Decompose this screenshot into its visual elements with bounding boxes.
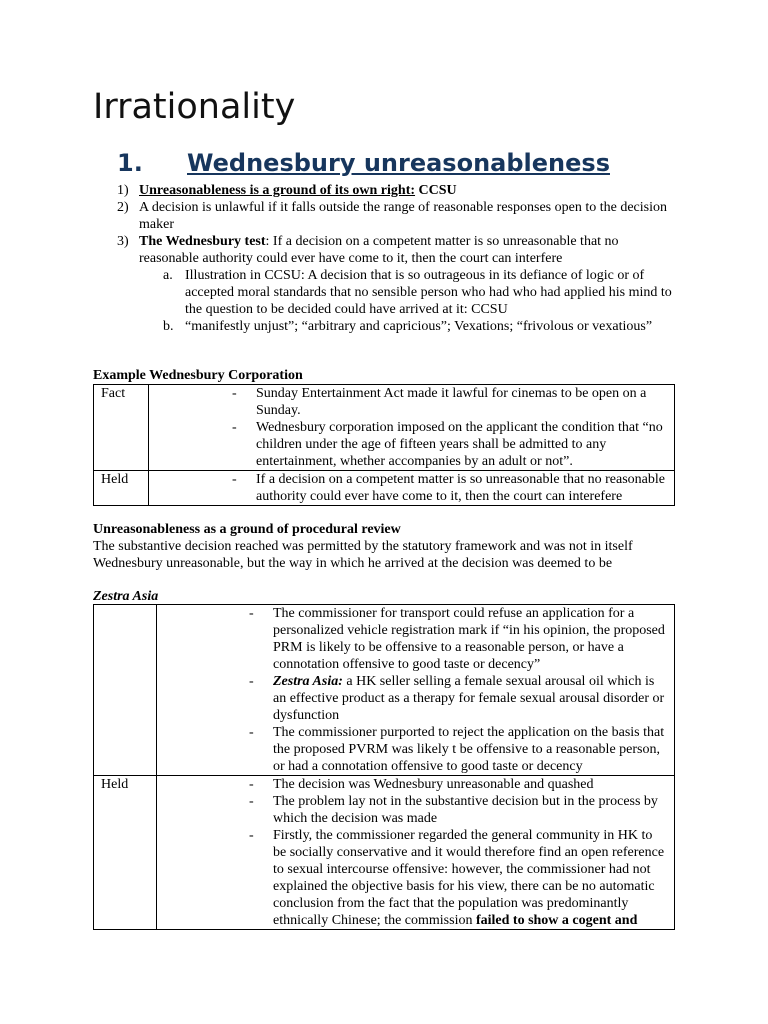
row-label: Held xyxy=(94,776,157,930)
item-text: The commissioner purported to reject the application on the basis that the proposed PVRM was likely t be offensive to a reasonable person, or had a connotation offensive to good taste or decency xyxy=(273,725,665,774)
list-item xyxy=(249,793,668,827)
list-item xyxy=(249,776,668,793)
table-row xyxy=(94,605,675,776)
point-bold: The Wednesbury test xyxy=(139,234,266,249)
list-marker: a. xyxy=(163,268,173,283)
point-bold: CCSU xyxy=(415,183,457,198)
row-content xyxy=(149,471,675,506)
list-item xyxy=(0,199,679,233)
point-text: A decision is unlawful if it falls outside the range of reasonable responses open to the decision maker xyxy=(139,200,667,232)
dash-marker: - xyxy=(249,777,254,792)
list-item xyxy=(232,385,670,419)
list-item xyxy=(0,233,679,335)
sub-list xyxy=(139,267,679,335)
point-text: : If a decision on a competent matter is so unreasonable that no reasonable authority could ever have come to it, then the court can interfere xyxy=(139,234,619,266)
dash-marker: - xyxy=(232,420,237,435)
table-row xyxy=(94,471,675,506)
list-marker: b. xyxy=(163,319,174,334)
list-marker: 2) xyxy=(117,200,129,215)
row-content xyxy=(149,385,675,471)
dash-marker: - xyxy=(249,725,254,740)
item-text: Firstly, the commissioner regarded the general community in HK to be socially conservative and it would therefore find an open reference to sexual intercourse offensive: however, the commissioner had not explained the objective basis for his view, there can be no automatic conclusion from the fact that the population was predominantly ethnically Chinese; the commission xyxy=(273,828,665,928)
list-item xyxy=(249,724,668,775)
points-list xyxy=(0,182,768,335)
list-item xyxy=(139,318,679,335)
item-text: a HK seller selling a female sexual arousal oil which is an effective product as a therapy for female sexual arousal disorder or dysfunction xyxy=(273,674,665,723)
dash-marker: - xyxy=(249,794,254,809)
section-number: 1. xyxy=(117,149,143,177)
procedural-heading: Unreasonableness as a ground of procedural review xyxy=(93,522,401,537)
row-content xyxy=(157,776,675,930)
bullet-list xyxy=(249,605,668,775)
page-title: Irrationality xyxy=(93,87,296,127)
item-text: The commissioner for transport could refuse an application for a personalized vehicle registration mark if “in his opinion, the proposed PRM is likely to be offensive to a reasonable person, or have a connotation offensive to good taste or decency” xyxy=(273,606,665,672)
section-heading xyxy=(117,146,610,180)
list-item xyxy=(232,471,670,505)
list-item xyxy=(249,827,668,929)
example-heading: Example Wednesbury Corporation xyxy=(93,368,303,383)
row-content xyxy=(157,605,675,776)
bullet-list xyxy=(249,776,668,929)
procedural-text: The substantive decision reached was permitted by the statutory framework and was not in itself Wednesbury unreasonable, but the way in which he arrived at the decision was deemed to be xyxy=(93,539,633,571)
dash-marker: - xyxy=(249,828,254,843)
section-heading-text: Wednesbury unreasonableness xyxy=(187,149,610,177)
case-table xyxy=(93,604,675,930)
bullet-list xyxy=(232,385,670,470)
list-item xyxy=(139,267,679,318)
row-label xyxy=(94,605,157,776)
list-item xyxy=(0,182,679,199)
item-text: The problem lay not in the substantive decision but in the process by which the decision was made xyxy=(273,794,658,826)
item-lead: Zestra Asia: xyxy=(273,674,343,689)
sub-point-text: Illustration in CCSU: A decision that is so outrageous in its defiance of logic or of accepted moral standards that no sensible person who had who had applied his mind to the question to be decided could have arrived at it: CCSU xyxy=(185,268,672,317)
item-text: If a decision on a competent matter is so unreasonable that no reasonable authority could ever have come to it, then the court can interefere xyxy=(256,472,665,504)
item-text: The decision was Wednesbury unreasonable and quashed xyxy=(273,777,594,792)
item-text: Wednesbury corporation imposed on the applicant the condition that “no children under the age of fifteen years shall be admitted to any entertainment, whether accompanies by an adult or not”. xyxy=(256,420,663,469)
item-text: Sunday Entertainment Act made it lawful for cinemas to be open on a Sunday. xyxy=(256,386,647,418)
dash-marker: - xyxy=(232,386,237,401)
dash-marker: - xyxy=(232,472,237,487)
list-marker: 3) xyxy=(117,234,129,249)
row-label: Fact xyxy=(94,385,149,471)
list-item xyxy=(249,605,668,673)
table-row xyxy=(94,385,675,471)
dash-marker: - xyxy=(249,674,254,689)
bullet-list xyxy=(232,471,670,505)
list-item xyxy=(249,673,668,724)
case-name: Zestra Asia xyxy=(93,589,159,604)
item-bold-tail: failed to show a cogent and xyxy=(475,913,638,928)
dash-marker: - xyxy=(249,606,254,621)
table-row xyxy=(94,776,675,930)
point-bold-underline: Unreasonableness is a ground of its own right: xyxy=(139,183,416,198)
list-item xyxy=(232,419,670,470)
list-marker: 1) xyxy=(117,183,129,198)
sub-point-text: “manifestly unjust”; “arbitrary and capricious”; Vexations; “frivolous or vexatious” xyxy=(185,319,653,334)
example-table xyxy=(93,384,675,506)
row-label: Held xyxy=(94,471,149,506)
